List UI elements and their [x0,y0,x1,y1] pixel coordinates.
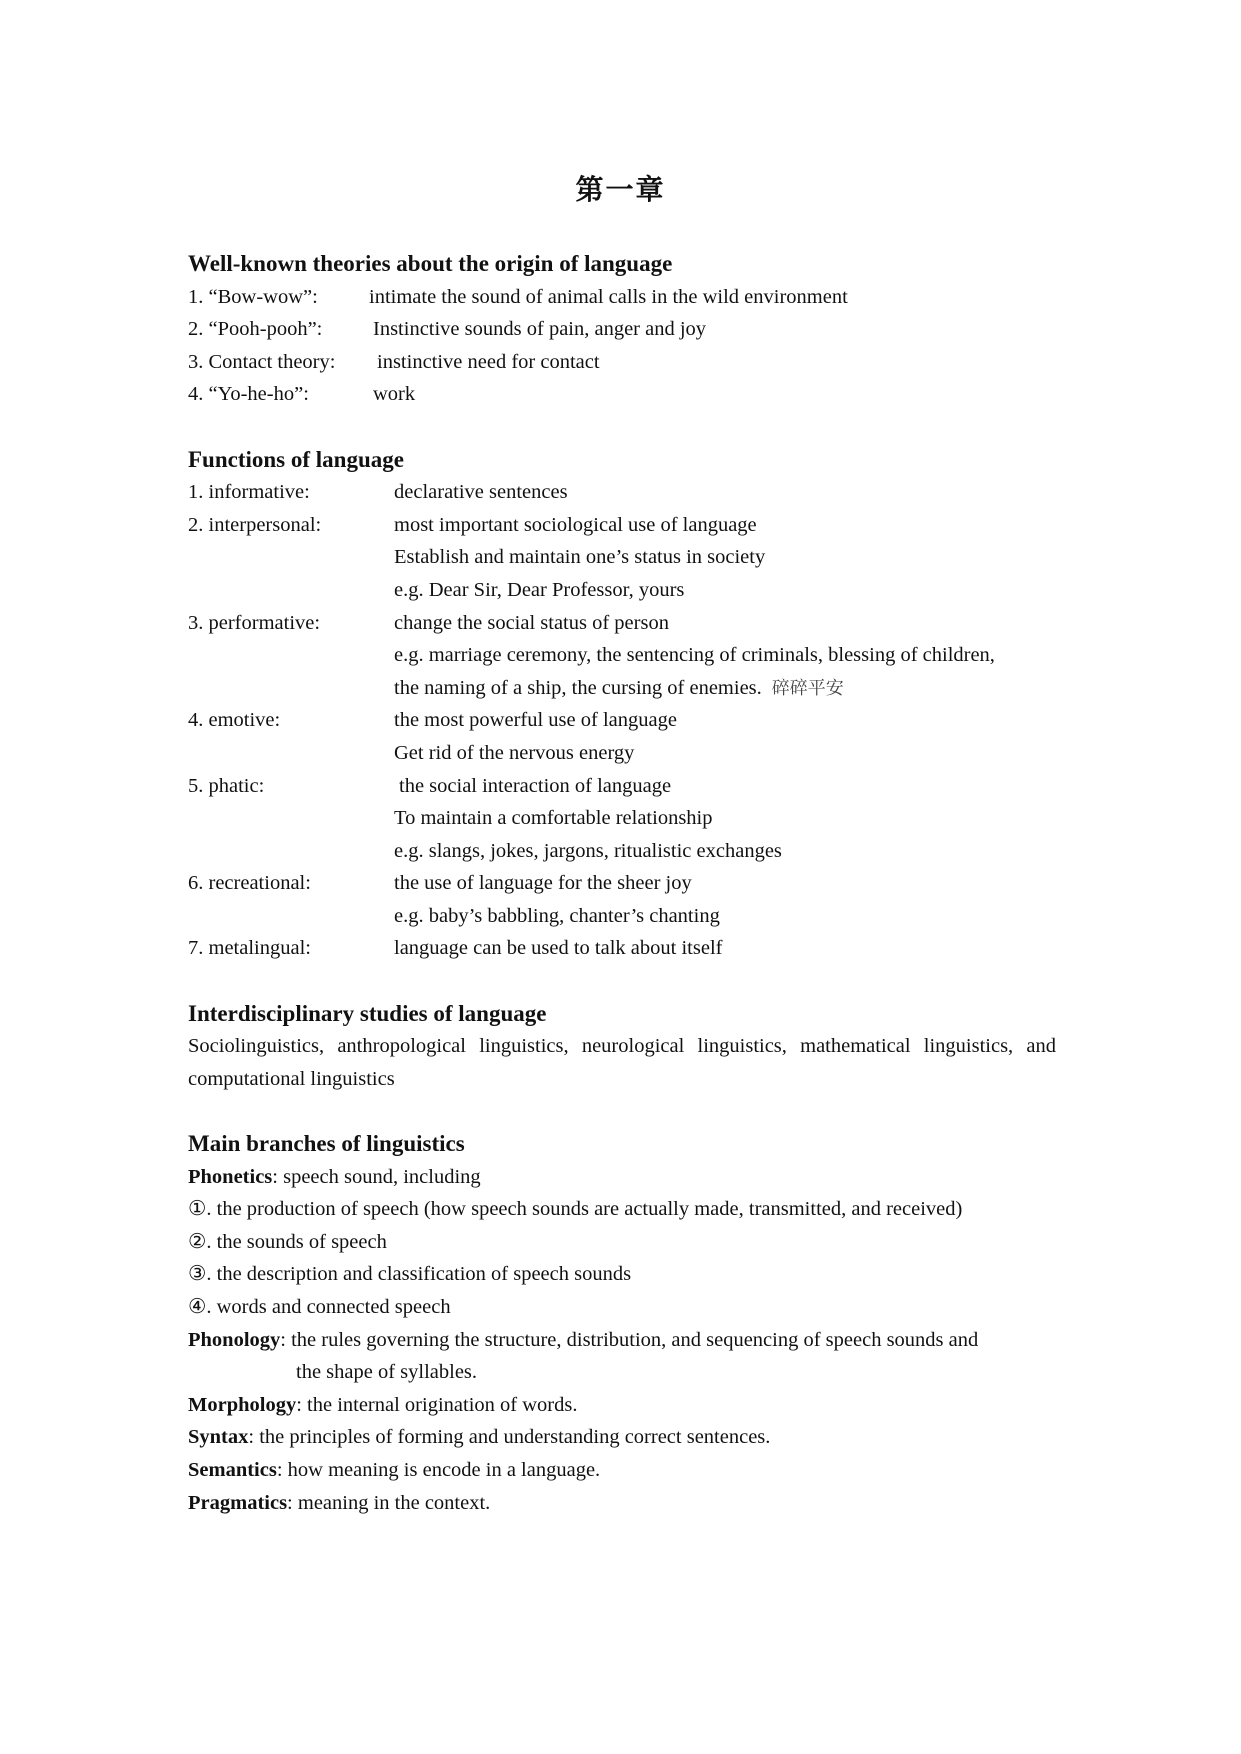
branch-morphology [188,1389,1056,1422]
branch-phonetics [188,1161,1056,1194]
phonetics-item: ④. words and connected speech [188,1296,451,1318]
function-text: the social interaction of language [399,774,672,797]
branch-desc-continued: the shape of syllables. [296,1361,478,1384]
function-label: 7. metalingual: [188,937,311,960]
branch-term: Phonology [188,1328,281,1351]
function-label: 6. recreational: [188,872,311,895]
function-text-with-note [188,672,1056,705]
branch-desc: : the internal origination of words. [296,1393,578,1416]
function-item [188,932,1056,965]
function-text: e.g. marriage ceremony, the sentencing of criminals, blessing of children, [394,644,995,667]
origin-item [188,281,1056,314]
origin-label: 4. “Yo-he-ho”: [188,383,309,406]
function-label: 3. performative: [188,611,321,634]
function-text: language can be used to talk about itself [394,937,723,960]
function-text: most important sociological use of language [394,513,757,536]
function-item [188,607,1056,640]
phonetics-item: ③. the description and classification of speech sounds [188,1263,632,1286]
origin-item [188,346,1056,379]
function-label: 4. emotive: [188,709,281,732]
function-item [188,509,1056,542]
branch-term: Pragmatics [188,1491,288,1514]
origin-label: 3. Contact theory: [188,350,336,373]
branch-desc: : the principles of forming and understanding correct sentences. [248,1426,771,1449]
branch-syntax [188,1421,1056,1454]
function-text: declarative sentences [394,481,568,504]
function-text: Establish and maintain one’s status in society [394,546,766,569]
branches-heading: Main branches of linguistics [188,1131,465,1157]
branch-semantics [188,1454,1056,1487]
interdisciplinary-heading: Interdisciplinary studies of language [188,1000,547,1026]
function-text: change the social status of person [394,611,669,634]
branch-term: Semantics [188,1458,277,1481]
interdisciplinary-text: Sociolinguistics, anthropological linguistics, neurological linguistics, mathematical linguistics, and computational linguistics [188,1035,1056,1090]
branch-desc: : how meaning is encode in a language. [276,1458,601,1481]
function-text: e.g. slangs, jokes, jargons, ritualistic exchanges [394,839,782,862]
origin-text: intimate the sound of animal calls in the wild environment [369,285,848,308]
branch-desc: : the rules governing the structure, distribution, and sequencing of speech sounds and [280,1328,979,1351]
document-body [188,248,1056,1519]
function-label: 1. informative: [188,481,310,504]
branch-desc: : speech sound, including [272,1165,481,1188]
origin-text: work [373,383,416,406]
origin-label: 1. “Bow-wow”: [188,285,318,308]
function-item [188,704,1056,737]
branch-term: Phonetics [188,1165,273,1188]
function-text: the naming of a ship, the cursing of enemies. [394,676,762,699]
branch-pragmatics [188,1487,1056,1520]
branch-term: Morphology [188,1393,297,1416]
function-label: 5. phatic: [188,774,265,797]
function-text: the use of language for the sheer joy [394,872,692,895]
function-text: the most powerful use of language [394,709,677,732]
origin-item [188,313,1056,346]
function-label: 2. interpersonal: [188,513,322,536]
origin-heading: Well-known theories about the origin of language [188,251,673,276]
function-item [188,476,1056,509]
function-text: To maintain a comfortable relationship [394,807,713,830]
branch-term: Syntax [188,1426,249,1449]
function-item [188,867,1056,900]
functions-heading: Functions of language [188,446,404,472]
chapter-title: 第一章 [575,175,666,206]
function-item [188,770,1056,803]
branch-desc: : meaning in the context. [287,1491,491,1514]
chinese-note: 碎碎平安 [771,677,844,699]
origin-item [188,378,1056,411]
origin-label: 2. “Pooh-pooh”: [188,318,323,341]
origin-text: Instinctive sounds of pain, anger and joy [373,318,707,341]
phonetics-item: ①. the production of speech (how speech sounds are actually made, transmitted, and received) [188,1198,963,1221]
function-text: Get rid of the nervous energy [394,741,635,764]
function-text: e.g. baby’s babbling, chanter’s chanting [394,904,720,927]
branch-phonology [188,1324,1056,1357]
function-text: e.g. Dear Sir, Dear Professor, yours [394,578,685,601]
origin-text: instinctive need for contact [377,350,600,373]
phonetics-item: ②. the sounds of speech [188,1230,387,1253]
